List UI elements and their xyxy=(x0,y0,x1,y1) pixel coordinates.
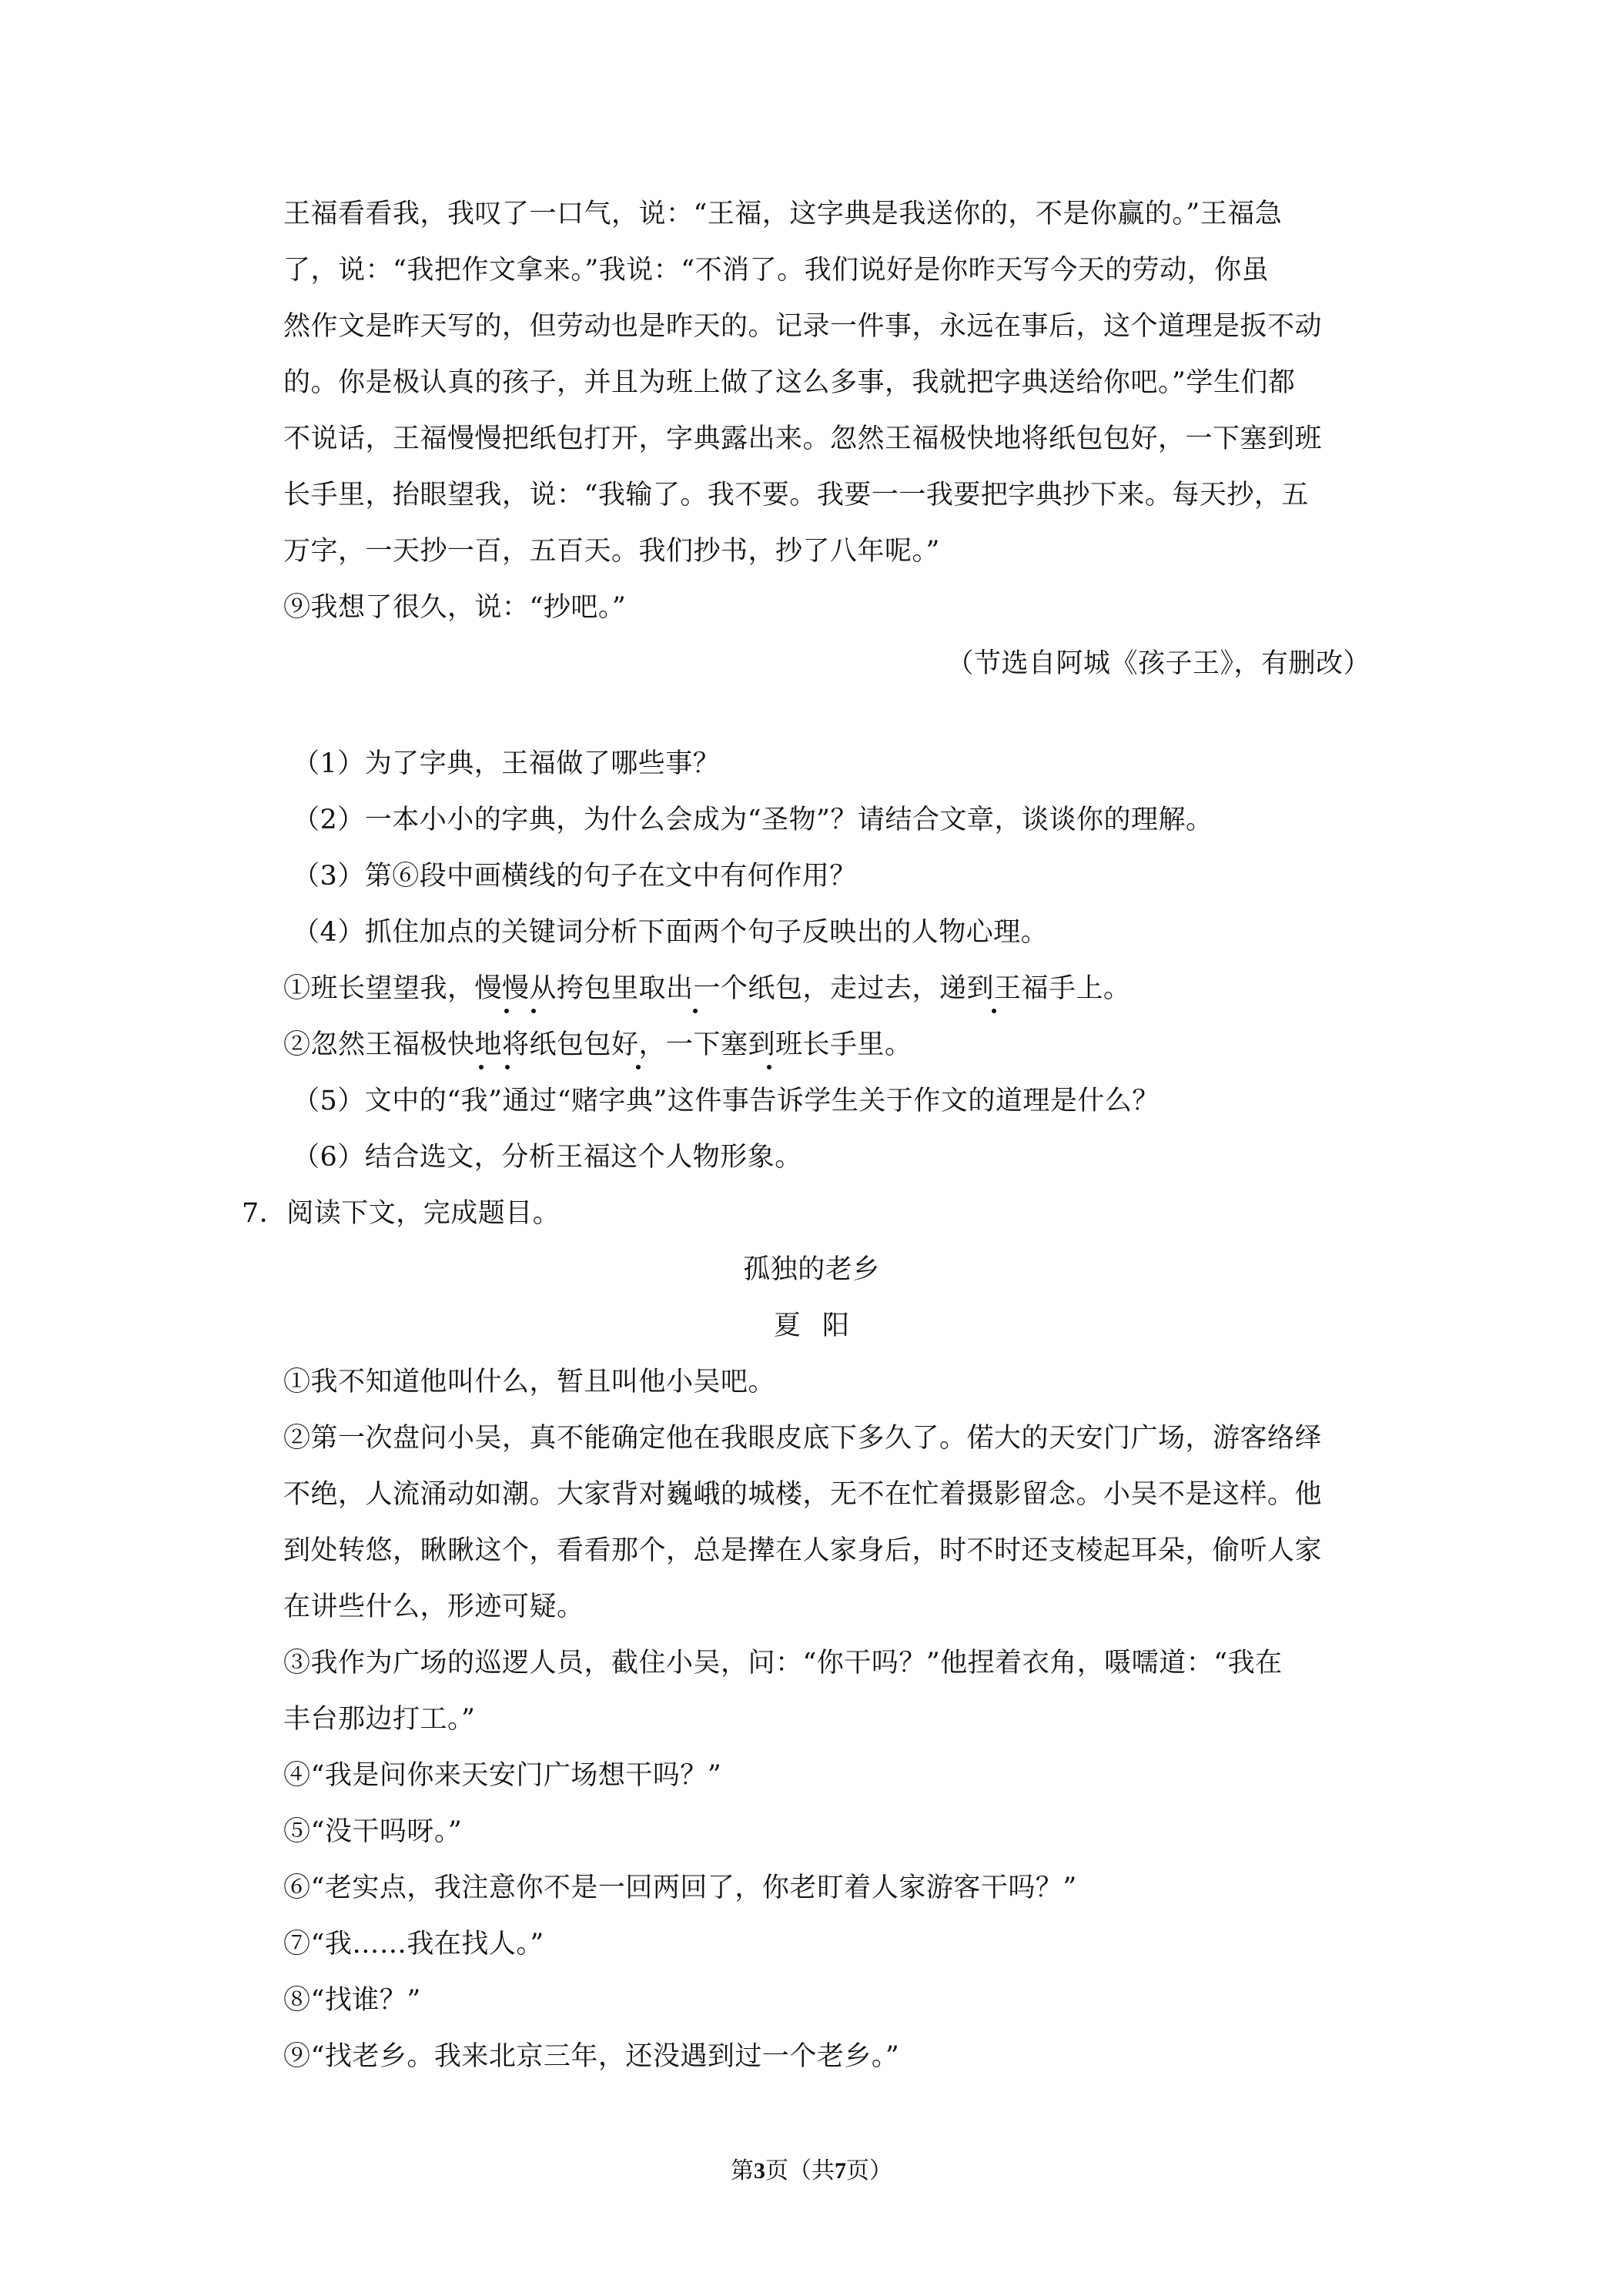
source-citation: （节选自阿城《孩子王》，有删改） xyxy=(946,648,1370,679)
emphasis-dot xyxy=(504,1009,509,1013)
emphasis-dot xyxy=(479,1065,484,1069)
article-line: 到处转悠，瞅瞅这个，看看那个，总是撵在人家身后，时不时还支棱起耳朵，偷听人家 xyxy=(283,1535,1323,1566)
question-4-sentence-2: ②忽然王福极快地将纸包包好，一下塞到班长手里。 xyxy=(283,1029,912,1060)
article-line: 丰台那边打工。” xyxy=(283,1704,476,1735)
article-line: ②第一次盘问小吴，真不能确定他在我眼皮底下多久了。偌大的天安门广场，游客络绎 xyxy=(283,1423,1323,1454)
paragraph-9: ⑨我想了很久，说：“抄吧。” xyxy=(283,592,627,623)
emphasis-dot xyxy=(505,1065,510,1069)
passage-line: 王福看看我，我叹了一口气，说：“王福，这字典是我送你的，不是你赢的。”王福急 xyxy=(283,199,1283,229)
article-line: ④“我是问你来天安门广场想干吗？” xyxy=(283,1760,722,1791)
question-4: （4）抓住加点的关键词分析下面两个句子反映出的人物心理。 xyxy=(293,917,1049,948)
article-line: ①我不知道他叫什么，暂且叫他小吴吧。 xyxy=(283,1367,776,1397)
footer-text: 页） xyxy=(846,2157,892,2184)
question-4-sentence-1: ①班长望望我，慢慢从挎包里取出一个纸包，走过去，递到王福手上。 xyxy=(283,973,1131,1004)
article-line: ⑧“找谁？” xyxy=(283,1985,421,2016)
article-line: ⑦“我……我在找人。” xyxy=(283,1929,544,1960)
footer-text: 第 xyxy=(731,2157,754,2184)
emphasis-dot xyxy=(767,1065,771,1069)
article-title: 孤独的老乡 xyxy=(743,1254,880,1285)
article-line: 不绝，人流涌动如潮。大家背对巍峨的城楼，无不在忙着摄影留念。小吴不是这样。他 xyxy=(283,1479,1323,1510)
question-1: （1）为了字典，王福做了哪些事？ xyxy=(293,748,721,779)
emphasis-dot xyxy=(693,1009,698,1013)
page-footer xyxy=(0,2156,1623,2187)
footer-text: 页（共 xyxy=(765,2157,835,2184)
question-5: （5）文中的“我”通过“赌字典”这件事告诉学生关于作文的道理是什么？ xyxy=(293,1086,1160,1116)
emphasis-dot xyxy=(992,1009,996,1013)
page-total: 7 xyxy=(835,2158,846,2184)
question-3: （3）第⑥段中画横线的句子在文中有何作用？ xyxy=(293,861,857,892)
article-line: ③我作为广场的巡逻人员，截住小吴，问：“你干吗？”他捏着衣角，嗫嚅道：“我在 xyxy=(283,1648,1283,1678)
passage-line: 然作文是昨天写的，但劳动也是昨天的。记录一件事，永远在事后，这个道理是扳不动 xyxy=(283,311,1323,342)
emphasis-dot xyxy=(636,1065,641,1069)
passage-line: 万字，一天抄一百，五百天。我们抄书，抄了八年呢。” xyxy=(283,536,940,567)
passage-line: 的。你是极认真的孩子，并且为班上做了这么多事，我就把字典送给你吧。”学生们都 xyxy=(283,367,1296,398)
passage-line: 不说话，王福慢慢把纸包打开，字典露出来。忽然王福极快地将纸包包好，一下塞到班 xyxy=(283,423,1323,454)
article-author: 夏阳 xyxy=(773,1310,871,1341)
question-7-prompt: 7．阅读下文，完成题目。 xyxy=(242,1198,561,1229)
article-line: ⑨“找老乡。我来北京三年，还没遇到过一个老乡。” xyxy=(283,2041,900,2072)
page-number: 3 xyxy=(754,2158,765,2184)
passage-line: 了，说：“我把作文拿来。”我说：“不消了。我们说好是你昨天写今天的劳动，你虽 xyxy=(283,255,1270,286)
emphasis-dot xyxy=(531,1009,536,1013)
article-line: 在讲些什么，形迹可疑。 xyxy=(283,1591,584,1622)
article-line: ⑤“没干吗呀。” xyxy=(283,1816,463,1847)
question-2: （2）一本小小的字典，为什么会成为“圣物”？请结合文章，谈谈你的理解。 xyxy=(293,805,1213,835)
passage-line: 长手里，抬眼望我，说：“我输了。我不要。我要一一我要把字典抄下来。每天抄，五 xyxy=(283,480,1309,510)
article-line: ⑥“老实点，我注意你不是一回两回了，你老盯着人家游客干吗？” xyxy=(283,1873,1077,1903)
question-6: （6）结合选文，分析王福这个人物形象。 xyxy=(293,1142,802,1173)
